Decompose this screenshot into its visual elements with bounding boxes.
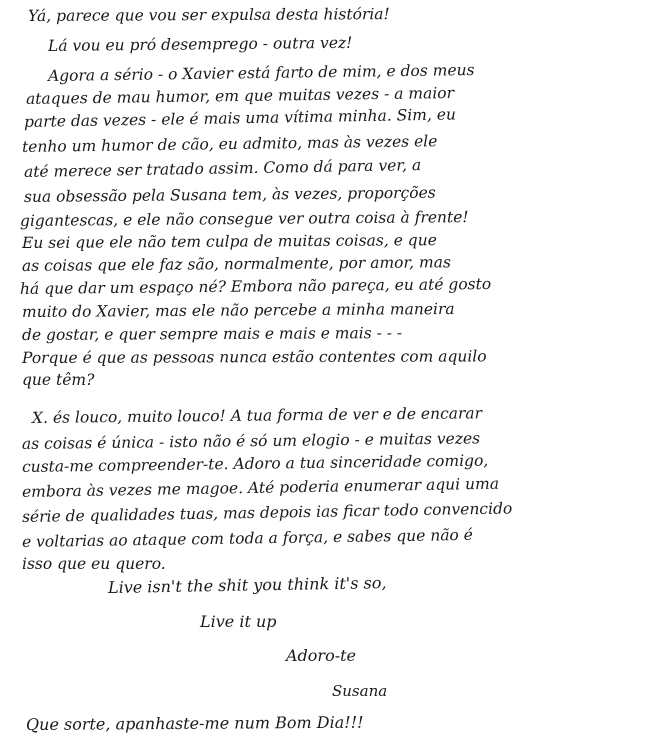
letter-line: Porque é que as pessoas nunca estão contentes com aquilo: [21, 347, 487, 367]
letter-line: até merece ser tratado assim. Como dá para ver, a: [23, 156, 422, 181]
letter-line: Agora a sério - o Xavier está farto de mim, e dos meus: [47, 61, 475, 85]
letter-line: X. és louco, muito louco! A tua forma de ver e de encarar: [31, 404, 483, 427]
letter-line: há que dar um espaço né? Embora não pareça, eu até gosto: [19, 275, 492, 298]
letter-line: gigantescas, e ele não consegue ver outra coisa à frente!: [19, 208, 469, 230]
lyric-line: Live it up: [200, 612, 277, 631]
postscript-line: Que sorte, apanhaste-me num Bom Dia!!!: [25, 712, 364, 734]
letter-line: parte das vezes - ele é mais uma vítima minha. Sim, eu: [23, 105, 457, 131]
letter-line: embora às vezes me magoe. Até poderia enumerar aqui uma: [21, 474, 500, 501]
letter-line: sua obsessão pela Susana tem, às vezes, proporções: [23, 183, 436, 206]
letter-line: muito do Xavier, mas ele não percebe a minha maneira: [21, 299, 455, 321]
letter-line: Eu sei que ele não tem culpa de muitas coisas, e que: [21, 231, 437, 252]
lyric-line: Live isn't the shit you think it's so,: [107, 573, 387, 597]
letter-line: as coisas é única - isto não é só um elogio - e muitas vezes: [21, 429, 481, 453]
letter-line: Lá vou eu pró desemprego - outra vez!: [47, 33, 353, 55]
letter-line: que têm?: [22, 371, 95, 389]
letter-line: série de qualidades tuas, mas depois ias ficar todo convencido: [21, 499, 513, 526]
letter-line: custa-me compreender-te. Adoro a tua sinceridade comigo,: [21, 451, 489, 476]
letter-line: Yá, parece que vou ser expulsa desta história!: [27, 5, 390, 25]
letter-line: tenho um humor de cão, eu admito, mas às vezes ele: [21, 132, 438, 156]
closing-line: Adoro-te: [286, 646, 357, 665]
letter-line: e voltarias ao ataque com toda a força, e sabes que não é: [21, 525, 474, 551]
signature: Susana: [332, 682, 388, 700]
letter-line: de gostar, e quer sempre mais e mais e mais - - -: [21, 324, 403, 344]
letter-line: as coisas que ele faz são, normalmente, por amor, mas: [21, 253, 451, 275]
letter-line: ataques de mau humor, em que muitas vezes - a maior: [25, 84, 455, 108]
letter-line: isso que eu quero.: [22, 555, 166, 573]
